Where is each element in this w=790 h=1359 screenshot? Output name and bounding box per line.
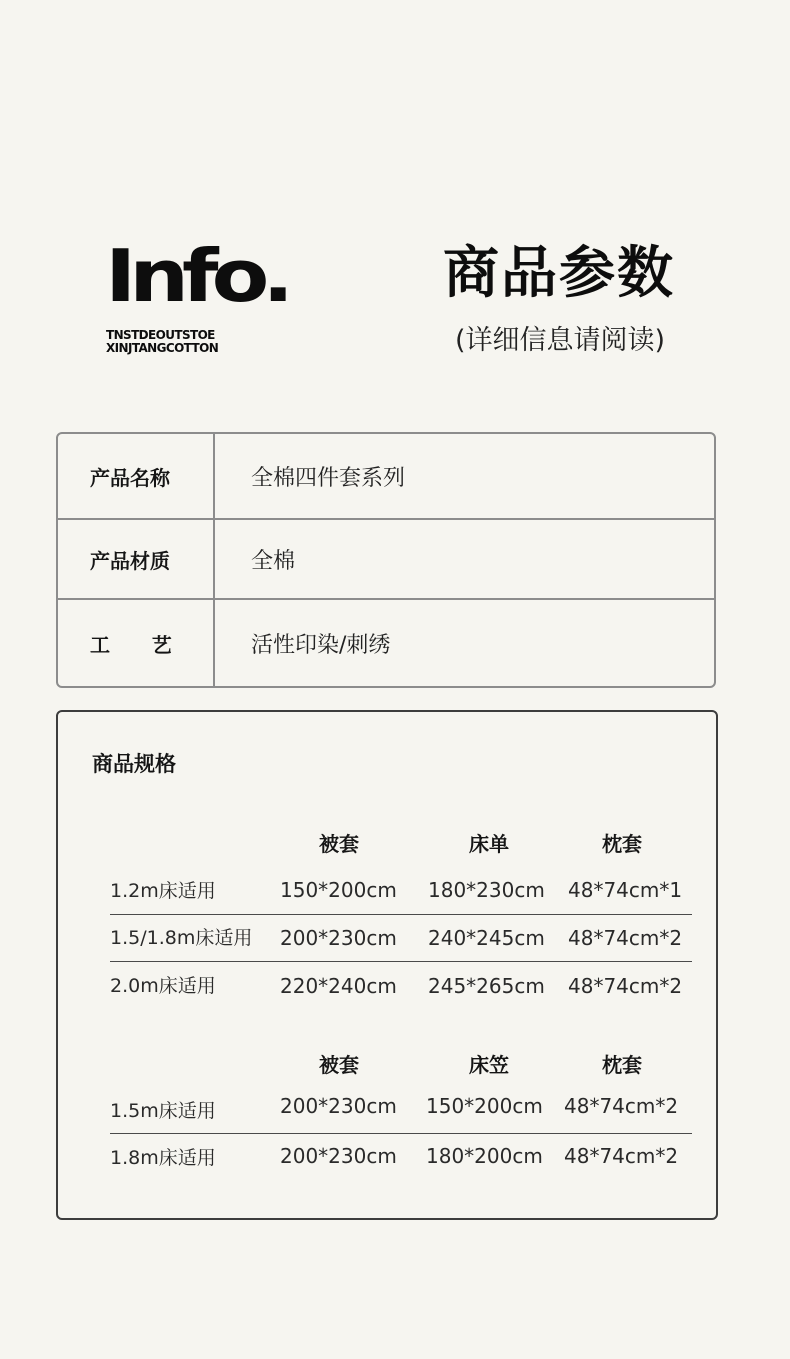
spec-row-divider [110,1133,692,1134]
spec-cell: 48*74cm*1 [568,878,683,902]
spec-row-label: 1.2m床适用 [110,880,216,902]
spec-table1-header: 床单 [469,832,509,856]
spec-row-label: 2.0m床适用 [110,975,216,997]
param-label: 产品名称 [58,434,215,518]
param-label: 产品材质 [58,520,215,598]
logo-tagline-line1: TNSTDEOUTSTOE [106,328,215,342]
spec-row-label: 1.5/1.8m床适用 [110,927,253,949]
spec-cell: 200*230cm [280,926,397,950]
param-label: 工 艺 [58,600,215,686]
spec-cell: 48*74cm*2 [564,1094,679,1118]
spec-cell: 180*230cm [428,878,545,902]
spec-table1-header: 被套 [319,832,359,856]
spec-row-label: 1.8m床适用 [110,1147,216,1169]
spec-cell: 200*230cm [280,1094,397,1118]
spec-cell: 48*74cm*2 [568,974,683,998]
logo-tagline-line2: XINJTANGCOTTON [106,341,219,355]
spec-table2-header: 床笠 [469,1053,509,1077]
spec-row-divider [110,961,692,962]
param-value: 活性印染/刺绣 [251,632,391,658]
param-row-material [58,520,714,600]
spec-row-divider [110,914,692,915]
spec-cell: 48*74cm*2 [564,1144,679,1168]
spec-cell: 180*200cm [426,1144,543,1168]
spec-table2-header: 枕套 [602,1053,642,1077]
spec-cell: 48*74cm*2 [568,926,683,950]
spec-title: 商品规格 [92,752,176,776]
spec-table2-header: 被套 [319,1053,359,1077]
page-title: 商品参数 [443,241,675,306]
param-row-name [58,434,714,520]
spec-cell: 245*265cm [428,974,545,998]
spec-cell: 150*200cm [426,1094,543,1118]
spec-panel [56,710,718,1220]
spec-cell: 240*245cm [428,926,545,950]
spec-cell: 200*230cm [280,1144,397,1168]
page-subtitle: (详细信息请阅读) [455,325,666,356]
product-params-table [56,432,716,688]
param-value: 全棉四件套系列 [251,465,406,491]
param-row-craft [58,600,714,686]
param-value: 全棉 [251,548,296,574]
spec-row-label: 1.5m床适用 [110,1100,216,1122]
logo-wordmark: Info. [105,233,288,319]
brand-logo [105,233,288,355]
spec-cell: 150*200cm [280,878,397,902]
spec-cell: 220*240cm [280,974,397,998]
spec-table1-header: 枕套 [602,832,642,856]
